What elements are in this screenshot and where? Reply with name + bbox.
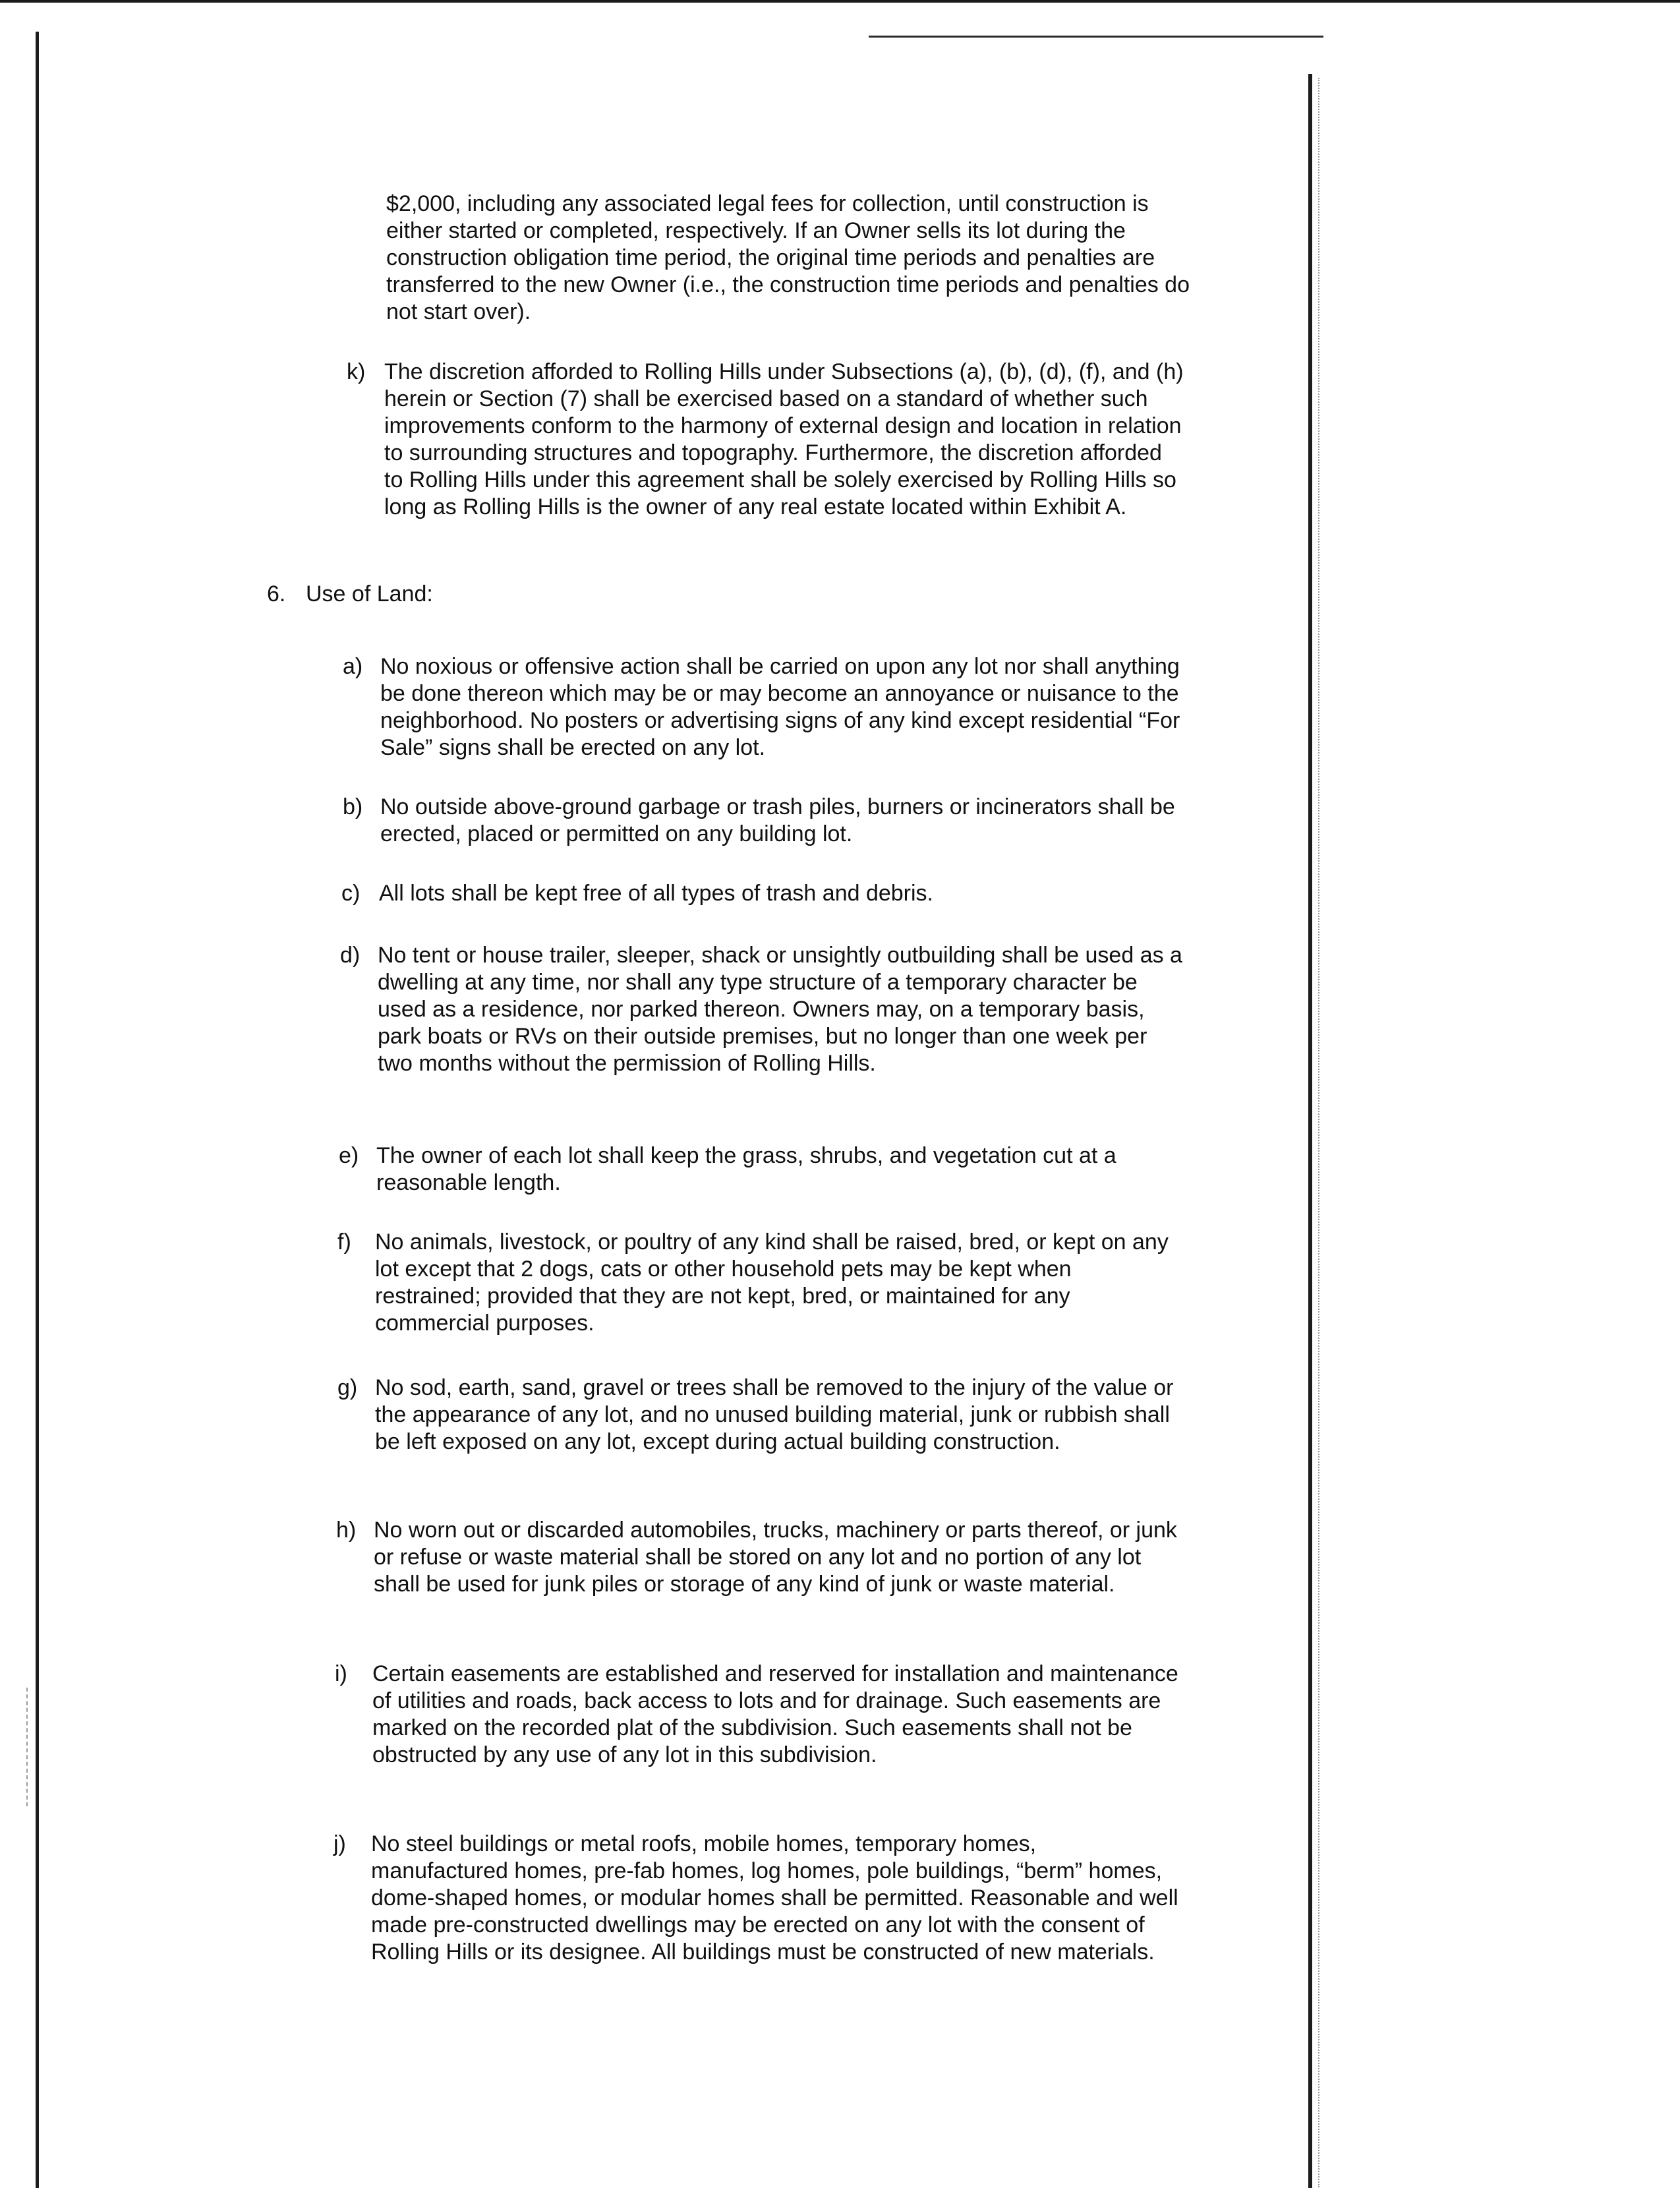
list-marker: i)	[335, 1661, 347, 1686]
list-item-text: No sod, earth, sand, gravel or trees shall be removed to the injury of the value or the appearance of any lot, and no unused building material, junk or rubbish shall be left exposed on any lot, except during actual building construction.	[375, 1375, 1174, 1454]
list-item-text: The owner of each lot shall keep the grass, shrubs, and vegetation cut at a reasonable length.	[376, 1143, 1116, 1195]
list-marker: k)	[347, 359, 366, 384]
list-item-text: No animals, livestock, or poultry of any kind shall be raised, bred, or kept on any lot except that 2 dogs, cats or other household pets may be kept when restrained; provided that they are not kept, bred, or maintained for any commercial purposes.	[375, 1229, 1169, 1336]
list-marker: b)	[343, 794, 363, 819]
list-marker: c)	[341, 881, 361, 906]
list-marker: d)	[340, 943, 361, 968]
list-marker: h)	[336, 1518, 357, 1543]
section-title: Use of Land:	[306, 581, 433, 606]
continuation-paragraph: $2,000, including any associated legal fees for collection, until construction is either started or completed, respectively. If an Owner sells its lot during the construction obligation time period, the original time periods and penalties are transferred to the new Owner (i.e., the construction time periods and penalties do not start over).	[386, 191, 1190, 324]
list-marker: j)	[333, 1831, 346, 1856]
list-item-text: No noxious or offensive action shall be carried on upon any lot nor shall anything be done thereon which may be or may become an annoyance or nuisance to the neighborhood. No posters or advertising signs of any kind except residential “For Sale” signs shall be erected on any lot.	[380, 654, 1180, 760]
list-item-text: All lots shall be kept free of all types of trash and debris.	[379, 881, 934, 906]
list-item-text: The discretion afforded to Rolling Hills under Subsections (a), (b), (d), (f), and (h) herein or Section (7) shall be exercised based on a standard of whether such improvements conform to the harmony of external design and location in relation to surrounding structures and topography. Furthermore, the discretion afforded to Rolling Hills under this agreement shall be solely exercised by Rolling Hills so long as Rolling Hills is the owner of any real estate located within Exhibit A.	[384, 359, 1184, 519]
list-item-text: Certain easements are established and reserved for installation and maintenance of utilities and roads, back access to lots and for drainage. Such easements are marked on the recorded plat of the subdivision. Such easements shall not be obstructed by any use of any lot in this subdivision.	[372, 1661, 1178, 1767]
list-item-text: No outside above-ground garbage or trash piles, burners or incinerators shall be erected, placed or permitted on any building lot.	[380, 794, 1175, 846]
list-item-text: No tent or house trailer, sleeper, shack or unsightly outbuilding shall be used as a dwelling at any time, nor shall any type structure of a temporary character be used as a residence, nor parked thereon. Owners may, on a temporary basis, park boats or RVs on their outside premises, but no longer than one week per two months without the permission of Rolling Hills.	[378, 943, 1182, 1076]
section-number: 6.	[267, 581, 286, 606]
list-item-text: No steel buildings or metal roofs, mobile homes, temporary homes, manufactured homes, pre-fab homes, log homes, pole buildings, “berm” homes, dome-shaped homes, or modular homes shall be permitted. Reasonable and well made pre-constructed dwellings may be erected on any lot with the consent of Rolling Hills or its designee. All buildings must be constructed of new materials.	[371, 1831, 1178, 1965]
list-marker: g)	[337, 1375, 358, 1400]
list-item-text: No worn out or discarded automobiles, trucks, machinery or parts thereof, or junk or refuse or waste material shall be stored on any lot and no portion of any lot shall be used for junk piles or storage of any kind of junk or waste material.	[374, 1518, 1177, 1597]
list-marker: e)	[339, 1143, 359, 1168]
list-marker: a)	[343, 654, 363, 679]
list-marker: f)	[337, 1229, 351, 1255]
